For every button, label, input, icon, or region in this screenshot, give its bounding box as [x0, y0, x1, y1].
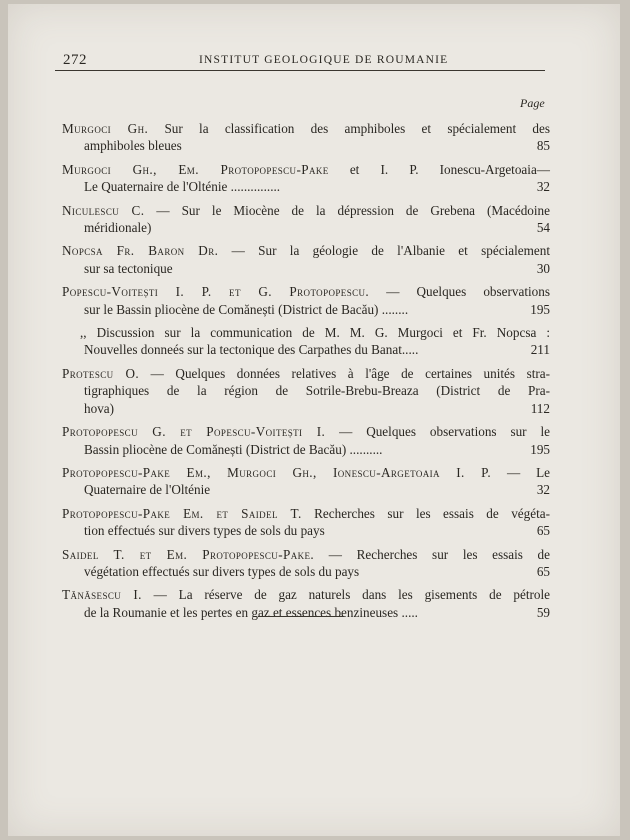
- entry-line: sur le Bassin pliocène de Comănești (District de Bacău) ........: [84, 301, 409, 317]
- entry-page-number: 65: [536, 523, 550, 539]
- entry-line: [62, 324, 550, 341]
- entry-author: Protopopescu-Pake Em. et Saidel T.: [62, 505, 302, 521]
- entry-line: tigraphiques de la région de Sotrile-Brebu-Breaza (District de Pra-: [84, 383, 550, 399]
- entry-author: Tănăsescu I.: [62, 587, 142, 603]
- entry-line: [62, 120, 550, 137]
- entry-author: Saidel T. et Em. Protopopescu-Pake.: [62, 546, 315, 562]
- entry-line: [62, 161, 550, 178]
- entry-page-number: 30: [536, 260, 550, 276]
- entry-line: [62, 202, 550, 219]
- entry-line: [62, 283, 550, 300]
- entry-title-part: — Quelques observations: [369, 284, 550, 300]
- entry-page-number: 85: [536, 138, 550, 154]
- entry-line: Nouvelles donneés sur la tectonique des Carpathes du Banat.....: [84, 342, 419, 358]
- entry-title-part: — Sur la géologie de l'Albanie et spécialement: [218, 243, 550, 259]
- entry-title-part: — Recherches sur les essais de: [314, 546, 551, 562]
- entry-author: Protopopescu-Pake Em., Murgoci Gh., Ionescu-Argetoaia I. P.: [62, 464, 492, 480]
- entry-author: Protescu O.: [62, 365, 140, 381]
- entry-title-part: — Sur le Miocène de la dépression de Grebena (Macédoine: [144, 202, 550, 218]
- entry-page-number: 195: [530, 441, 550, 457]
- entry-title-part: — Quelques données relatives à l'âge de certaines unités stra-: [139, 365, 551, 381]
- entry-line: tion effectués sur divers types de sols du pays: [84, 523, 325, 539]
- entry-line: [62, 365, 550, 382]
- toc-entry: [62, 161, 550, 196]
- entry-page-number: 32: [536, 179, 550, 195]
- entry-line: végétation effectués sur divers types de sols du pays: [84, 563, 360, 579]
- entry-title-part: Recherches sur les essais de végéta-: [301, 505, 550, 521]
- entry-title-part: et I. P. Ionescu-Argetoaia—: [328, 161, 550, 177]
- header-rule: [55, 70, 545, 71]
- toc-entry: [62, 365, 550, 417]
- entry-line: [62, 546, 550, 563]
- entry-author: Niculescu C.: [62, 202, 145, 218]
- toc-entry: [62, 464, 550, 499]
- entry-page-number: 211: [530, 342, 550, 358]
- entry-title-part: — Quelques observations sur le: [325, 424, 550, 440]
- page-column-label: Page: [520, 96, 545, 110]
- toc-entry: [62, 423, 550, 458]
- entry-line: de la Roumanie et les pertes en gaz et essences benzineuses .....: [84, 604, 418, 620]
- entry-line: hova): [84, 400, 115, 416]
- entry-line: [62, 423, 550, 440]
- page-header: [63, 52, 555, 70]
- toc-entry: [62, 283, 550, 318]
- toc-entry: [62, 202, 550, 237]
- entry-page-number: 59: [536, 604, 550, 620]
- entry-title-part: — Le: [491, 464, 550, 480]
- entry-author: Murgoci Gh.: [62, 121, 149, 136]
- entry-page-number: 195: [530, 301, 550, 317]
- entry-page-number: 65: [536, 563, 550, 579]
- entry-title-part: Discussion sur la communication de M. M. G. Murgoci et Fr. Nopcsa :: [86, 325, 550, 341]
- entry-line: [62, 505, 550, 522]
- entry-line: Bassin pliocène de Comănești (District de Bacău) ..........: [84, 441, 383, 457]
- toc-entry: [62, 242, 550, 277]
- toc-entry: [62, 546, 550, 581]
- entry-line: sur sa tectonique: [84, 260, 173, 276]
- entry-page-number: 54: [536, 220, 550, 236]
- closing-rule: [258, 616, 344, 617]
- entry-page-number: 32: [536, 482, 550, 498]
- entry-page-number: 112: [530, 400, 550, 416]
- entry-author: Nopcsa Fr. Baron Dr.: [62, 243, 219, 259]
- running-head: INSTITUT GEOLOGIQUE DE ROUMANIE: [199, 54, 449, 66]
- entry-line: amphiboles bleues: [84, 138, 182, 154]
- entry-title-part: — La réserve de gaz naturels dans les gisements de pétrole: [141, 587, 550, 603]
- ditto-mark: ,,: [80, 325, 87, 341]
- entry-line: [62, 242, 550, 259]
- entry-line: [62, 586, 550, 603]
- toc-entry: [62, 120, 550, 155]
- entry-author: Popescu-Voitești I. P. et G. Protopopescu.: [62, 284, 370, 300]
- table-of-contents: [62, 120, 550, 627]
- entry-line: méridionale): [84, 220, 152, 236]
- toc-entry: [62, 324, 550, 359]
- entry-line: Le Quaternaire de l'Olténie ...............: [84, 179, 281, 195]
- entry-author: Murgoci Gh., Em. Protopopescu-Pake: [62, 161, 329, 177]
- entry-line: [62, 464, 550, 481]
- page-number: 272: [63, 52, 87, 68]
- entry-author: Protopopescu G. et Popescu-Voitești I.: [62, 424, 326, 440]
- entry-line: Quaternaire de l'Olténie: [84, 482, 211, 498]
- entry-title-part: Sur la classification des amphiboles et spécialement des: [148, 121, 550, 136]
- toc-entry: [62, 505, 550, 540]
